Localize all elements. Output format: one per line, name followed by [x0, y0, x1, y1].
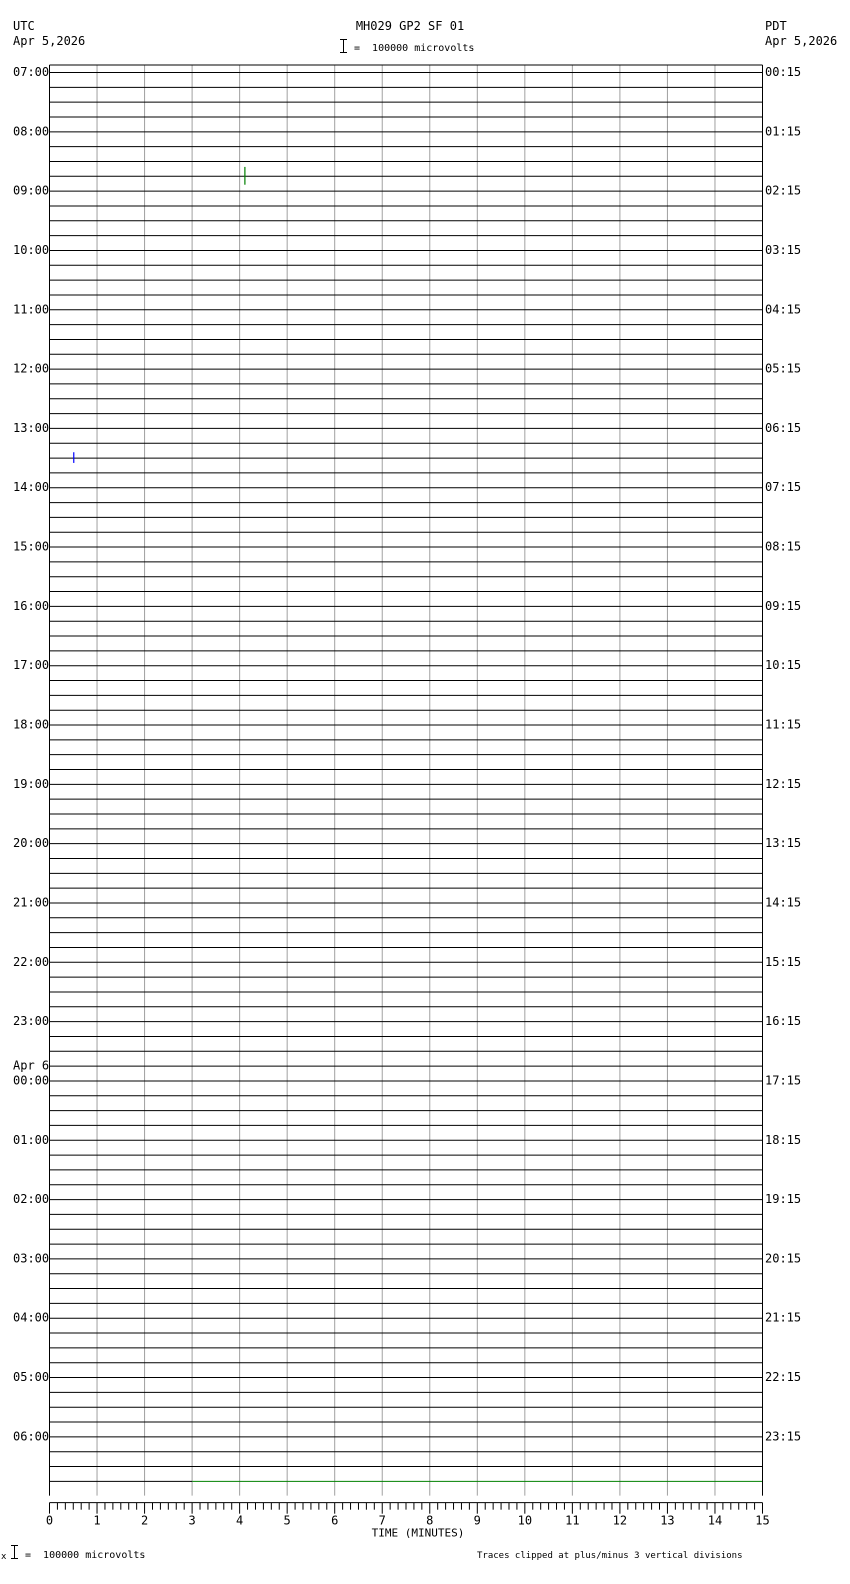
x-tick-label: 9: [473, 1513, 481, 1528]
utc-hour-label: 12:00: [13, 361, 50, 376]
x-tick-label: 6: [331, 1513, 339, 1528]
pdt-hour-label: 12:15: [765, 776, 802, 791]
utc-hour-label: 05:00: [13, 1370, 50, 1385]
pdt-label: PDT: [765, 19, 787, 33]
utc-hour-label: 08:00: [13, 124, 50, 139]
utc-label: UTC: [13, 19, 35, 33]
x-tick-label: 10: [517, 1513, 533, 1528]
x-tick-label: 2: [140, 1513, 149, 1528]
utc-hour-label: 19:00: [13, 776, 50, 791]
utc-hour-label: 09:00: [13, 183, 50, 198]
pdt-hour-label: 03:15: [765, 242, 802, 257]
x-tick-label: 8: [426, 1513, 434, 1528]
x-tick-label: 14: [707, 1513, 723, 1528]
utc-hour-label: 10:00: [13, 242, 50, 257]
footer-scale-bar-icon: [14, 1545, 15, 1559]
x-tick-label: 13: [660, 1513, 675, 1528]
utc-hour-label: 20:00: [13, 836, 50, 851]
utc-hour-label: 17:00: [13, 658, 50, 673]
pdt-hour-label: 06:15: [765, 420, 802, 435]
utc-hour-label: 21:00: [13, 895, 50, 910]
utc-hour-label: 02:00: [13, 1192, 50, 1207]
pdt-hour-label: 10:15: [765, 658, 802, 673]
pdt-hour-label: 05:15: [765, 361, 802, 376]
clip-note: Traces clipped at plus/minus 3 vertical divisions: [477, 1551, 743, 1561]
pdt-hour-label: 18:15: [765, 1132, 802, 1147]
utc-hour-label: 16:00: [13, 598, 50, 613]
date-change-label: Apr 6: [13, 1058, 50, 1073]
x-tick-label: 7: [378, 1513, 386, 1528]
pdt-hour-label: 00:15: [765, 65, 802, 79]
pdt-hour-label: 21:15: [765, 1310, 802, 1325]
x-tick-label: 15: [755, 1513, 770, 1528]
utc-hour-label: 22:00: [13, 954, 50, 969]
pdt-hour-label: 14:15: [765, 895, 802, 910]
utc-hour-label: 15:00: [13, 539, 50, 554]
utc-hour-label: 11:00: [13, 302, 50, 317]
pdt-hour-label: 01:15: [765, 124, 802, 139]
pdt-hour-label: 15:15: [765, 954, 802, 969]
utc-hour-label: 18:00: [13, 717, 50, 732]
x-tick-label: 0: [45, 1513, 54, 1528]
utc-hour-label: 07:00: [13, 65, 50, 79]
footer-scale-label: = 100000 microvolts: [25, 1550, 146, 1561]
pdt-hour-label: 16:15: [765, 1014, 802, 1029]
x-tick-label: 5: [283, 1513, 291, 1528]
pdt-hour-label: 23:15: [765, 1429, 802, 1444]
pdt-hour-label: 07:15: [765, 480, 802, 495]
scale-label: = 100000 microvolts: [354, 43, 475, 54]
x-tick-label: 4: [236, 1513, 244, 1528]
pdt-date: Apr 5,2026: [765, 34, 838, 48]
utc-hour-label: 04:00: [13, 1310, 50, 1325]
station-title: MH029 GP2 SF 01: [355, 19, 465, 33]
utc-hour-label: 14:00: [13, 480, 50, 495]
pdt-hour-label: 13:15: [765, 836, 802, 851]
pdt-hour-label: 02:15: [765, 183, 802, 198]
x-tick-label: 3: [188, 1513, 196, 1528]
utc-hour-label: 13:00: [13, 420, 50, 435]
utc-date: Apr 5,2026: [13, 34, 86, 48]
pdt-hour-label: 20:15: [765, 1251, 802, 1266]
utc-hour-label: 01:00: [13, 1132, 50, 1147]
pdt-hour-label: 17:15: [765, 1073, 802, 1088]
pdt-hour-label: 08:15: [765, 539, 802, 554]
pdt-hour-label: 11:15: [765, 717, 802, 732]
utc-hour-label: 23:00: [13, 1014, 50, 1029]
utc-hour-label: 00:00: [13, 1073, 50, 1088]
pdt-hour-label: 04:15: [765, 302, 802, 317]
pdt-hour-label: 22:15: [765, 1370, 802, 1385]
x-tick-label: 12: [612, 1513, 628, 1528]
pdt-hour-label: 19:15: [765, 1192, 802, 1207]
x-tick-label: 1: [93, 1513, 101, 1528]
x-tick-label: 11: [565, 1513, 580, 1528]
footer-scale-prefix: x: [1, 1552, 7, 1562]
utc-hour-label: 06:00: [13, 1429, 50, 1444]
x-axis-label: TIME (MINUTES): [371, 1526, 465, 1540]
pdt-hour-label: 09:15: [765, 598, 802, 613]
utc-hour-label: 03:00: [13, 1251, 50, 1266]
